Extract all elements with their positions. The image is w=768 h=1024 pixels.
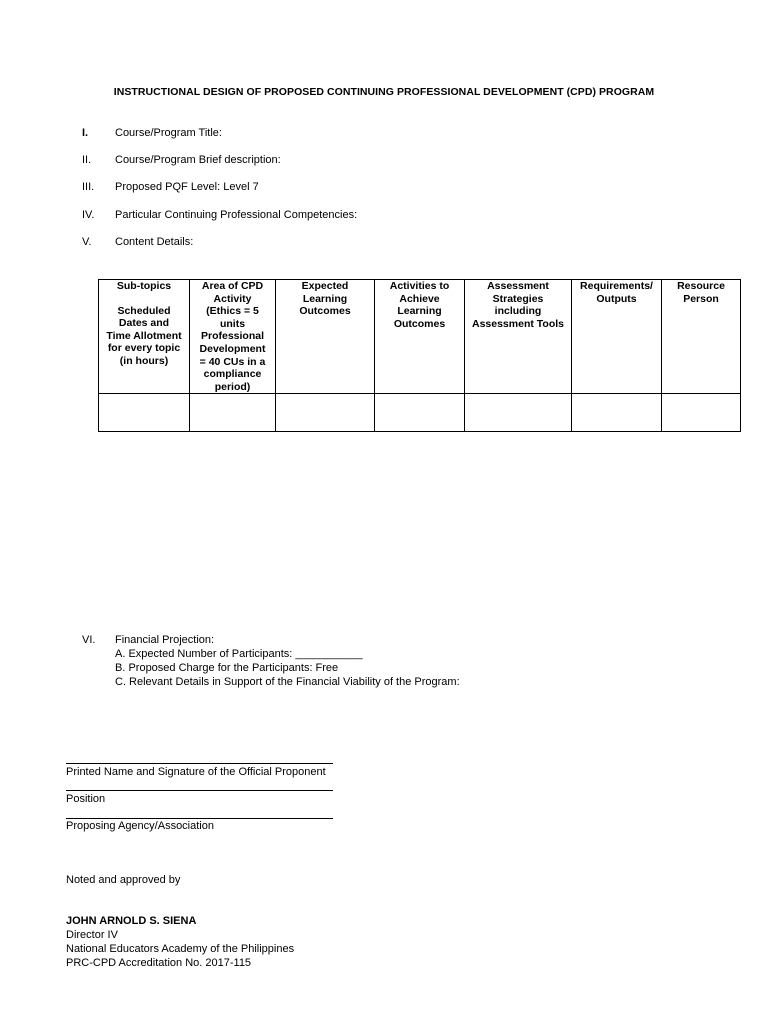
item-number-1: I.: [82, 127, 89, 139]
position-label: Position: [66, 793, 106, 805]
table-cell-activities[interactable]: [375, 394, 465, 432]
item-number-3: III.: [82, 181, 95, 193]
header-subtopics: Sub-topics Scheduled Dates and Time Allotment for every topic (in hours): [99, 280, 190, 394]
course-description-label: Course/Program Brief description:: [115, 154, 281, 166]
table-header-row: [99, 280, 741, 394]
table-cell-requirements[interactable]: [572, 394, 662, 432]
table-cell-assessment[interactable]: [465, 394, 572, 432]
position-signature-line: [66, 790, 333, 791]
noted-approved-label: Noted and approved by: [66, 874, 181, 886]
item-number-2: II.: [82, 154, 92, 166]
expected-participants-line: A. Expected Number of Participants: ___________: [115, 648, 363, 660]
table-cell-cpd-area[interactable]: [190, 394, 276, 432]
header-cpd-area: Area of CPD Activity (Ethics = 5 units Professional Development = 40 CUs in a compliance period): [190, 280, 276, 394]
content-details-label: Content Details:: [115, 236, 194, 248]
item-number-6: VI.: [82, 634, 96, 646]
accreditation-number: PRC-CPD Accreditation No. 2017-115: [66, 957, 252, 969]
financial-viability-line: C. Relevant Details in Support of the Financial Viability of the Program:: [115, 676, 460, 688]
agency-label: Proposing Agency/Association: [66, 820, 214, 832]
table-cell-resource-person[interactable]: [662, 394, 741, 432]
table-cell-learning-outcomes[interactable]: [276, 394, 375, 432]
table-cell-subtopics[interactable]: [99, 394, 190, 432]
proponent-signature-line: [66, 763, 333, 764]
proposed-charge-line: B. Proposed Charge for the Participants: Free: [115, 662, 339, 674]
content-details-table: [98, 279, 741, 432]
competencies-label: Particular Continuing Professional Competencies:: [115, 209, 358, 221]
header-assessment: Assessment Strategies including Assessment Tools: [465, 280, 572, 394]
approver-position: Director IV: [66, 929, 118, 941]
item-number-4: IV.: [82, 209, 95, 221]
proponent-signature-label: Printed Name and Signature of the Official Proponent: [66, 766, 326, 778]
course-title-label: Course/Program Title:: [115, 127, 222, 139]
header-requirements: Requirements/ Outputs: [572, 280, 662, 394]
financial-projection-label: Financial Projection:: [115, 634, 215, 646]
header-resource-person: Resource Person: [662, 280, 741, 394]
approver-name: JOHN ARNOLD S. SIENA: [66, 915, 197, 927]
agency-signature-line: [66, 818, 333, 819]
approver-organization: National Educators Academy of the Philippines: [66, 943, 295, 955]
header-activities: Activities to Achieve Learning Outcomes: [375, 280, 465, 394]
header-learning-outcomes: Expected Learning Outcomes: [276, 280, 375, 394]
pqf-level-label: Proposed PQF Level: Level 7: [115, 181, 259, 193]
table-row: [99, 394, 741, 432]
item-number-5: V.: [82, 236, 92, 248]
document-title: INSTRUCTIONAL DESIGN OF PROPOSED CONTINUING PROFESSIONAL DEVELOPMENT (CPD) PROGRAM: [113, 86, 655, 98]
